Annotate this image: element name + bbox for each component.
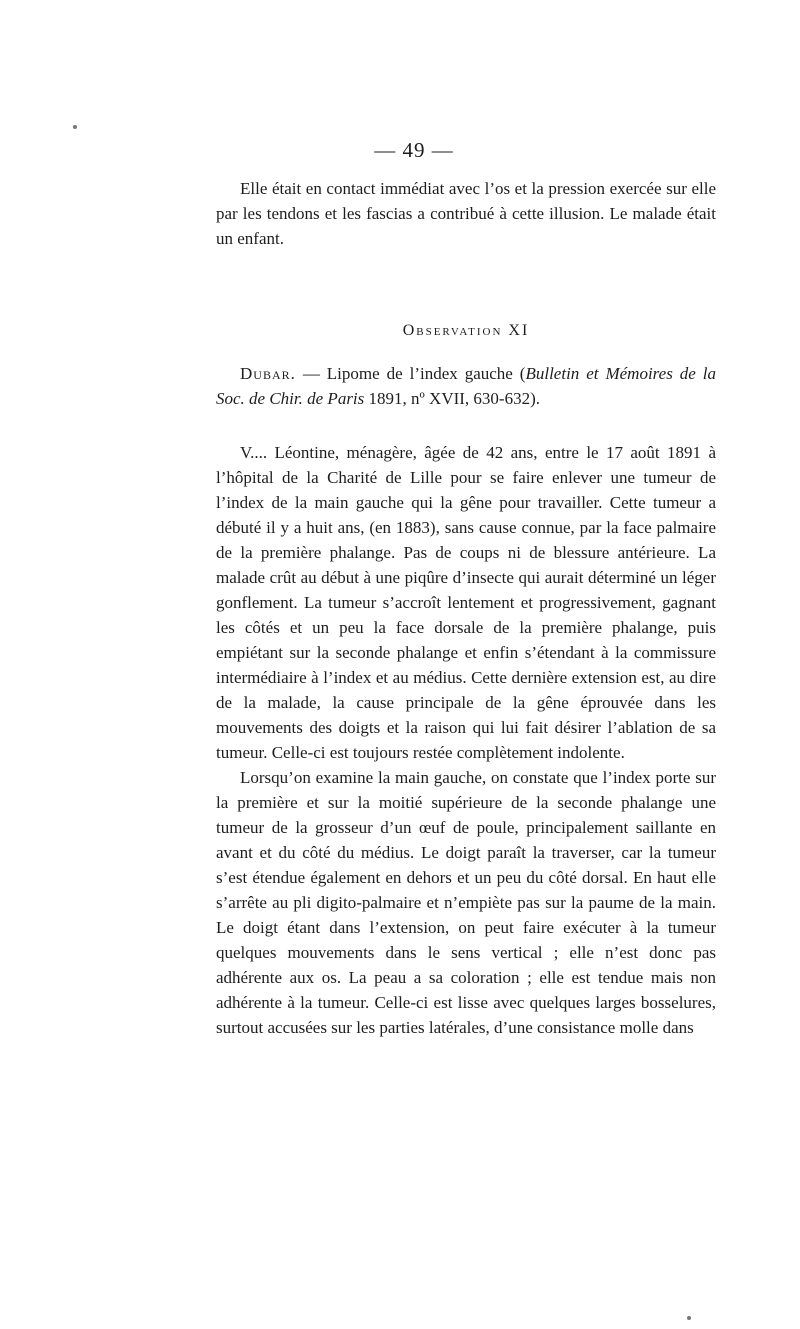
page-number: — 49 — — [374, 138, 454, 162]
reference-details: 1891, nº XVII, 630-632). — [364, 389, 541, 408]
intro-section — [216, 176, 716, 251]
observation-reference — [216, 361, 716, 411]
observation-body — [216, 440, 716, 1040]
intro-paragraph: Elle était en contact immédiat avec l’os et la pression exercée sur elle par les tendons et les fascias a contribué à cette illusion. Le malade était un enfant. — [216, 179, 716, 248]
reference-journal: Bulletin et Mémoires de la Soc. de Chir. de Paris — [216, 364, 716, 408]
observation-title: Observation XI — [402, 322, 530, 339]
reference-text: — Lipome de l’index gauche ( — [295, 364, 526, 383]
body-paragraph-2: Lorsqu’on examine la main gauche, on constate que l’index porte sur la première et sur la moitié supérieure de la seconde phalange une tumeur de la grosseur d’un œuf de poule, principalement saillante en avant et du côté du médius. Le doigt paraît la traverser, car la tumeur s’est étendue également en dehors et un peu du côté dorsal. En haut elle s’arrête au pli digito-palmaire et n’empiète pas sur la paume de la main. Le doigt étant dans l’extension, on peut faire exécuter à la tumeur quelques mouvements dans le sens vertical ; elle n’est donc pas adhérente aux os. La peau a sa coloration ; elle est tendue mais non adhérente à la tumeur. Celle-ci est lisse avec quelques larges bosselures, surtout accusées sur les parties latérales, d’une consistance molle dans — [216, 768, 716, 1037]
reference-author: Dubar. — [240, 364, 296, 383]
reference-paragraph — [216, 361, 716, 411]
print-speck — [73, 125, 77, 129]
print-speck — [687, 1316, 691, 1320]
body-paragraph-1: V.... Léontine, ménagère, âgée de 42 ans, entre le 17 août 1891 à l’hôpital de la Charité de Lille pour se faire enlever une tumeur de l’index de la main gauche qui la gêne pour travailler. Cette tumeur a débuté il y a huit ans, (en 1883), sans cause connue, par la face palmaire de la première phalange. Pas de coups ni de blessure antérieure. La malade crût au début à une piqûre d’insecte qui aurait déterminé un léger gonflement. La tumeur s’accroît lentement et progressivement, gagnant les côtés et un peu la face dorsale de la première phalange, puis empiétant sur la seconde phalange et enfin s’étendant à la commissure intermédiaire à l’index et au médius. Cette dernière extension est, au dire de la malade, la cause principale de la gêne éprouvée dans les mouvements des doigts et la raison qui lui fait désirer l’ablation de sa tumeur. Celle-ci est toujours restée complètement indolente. — [216, 443, 716, 762]
